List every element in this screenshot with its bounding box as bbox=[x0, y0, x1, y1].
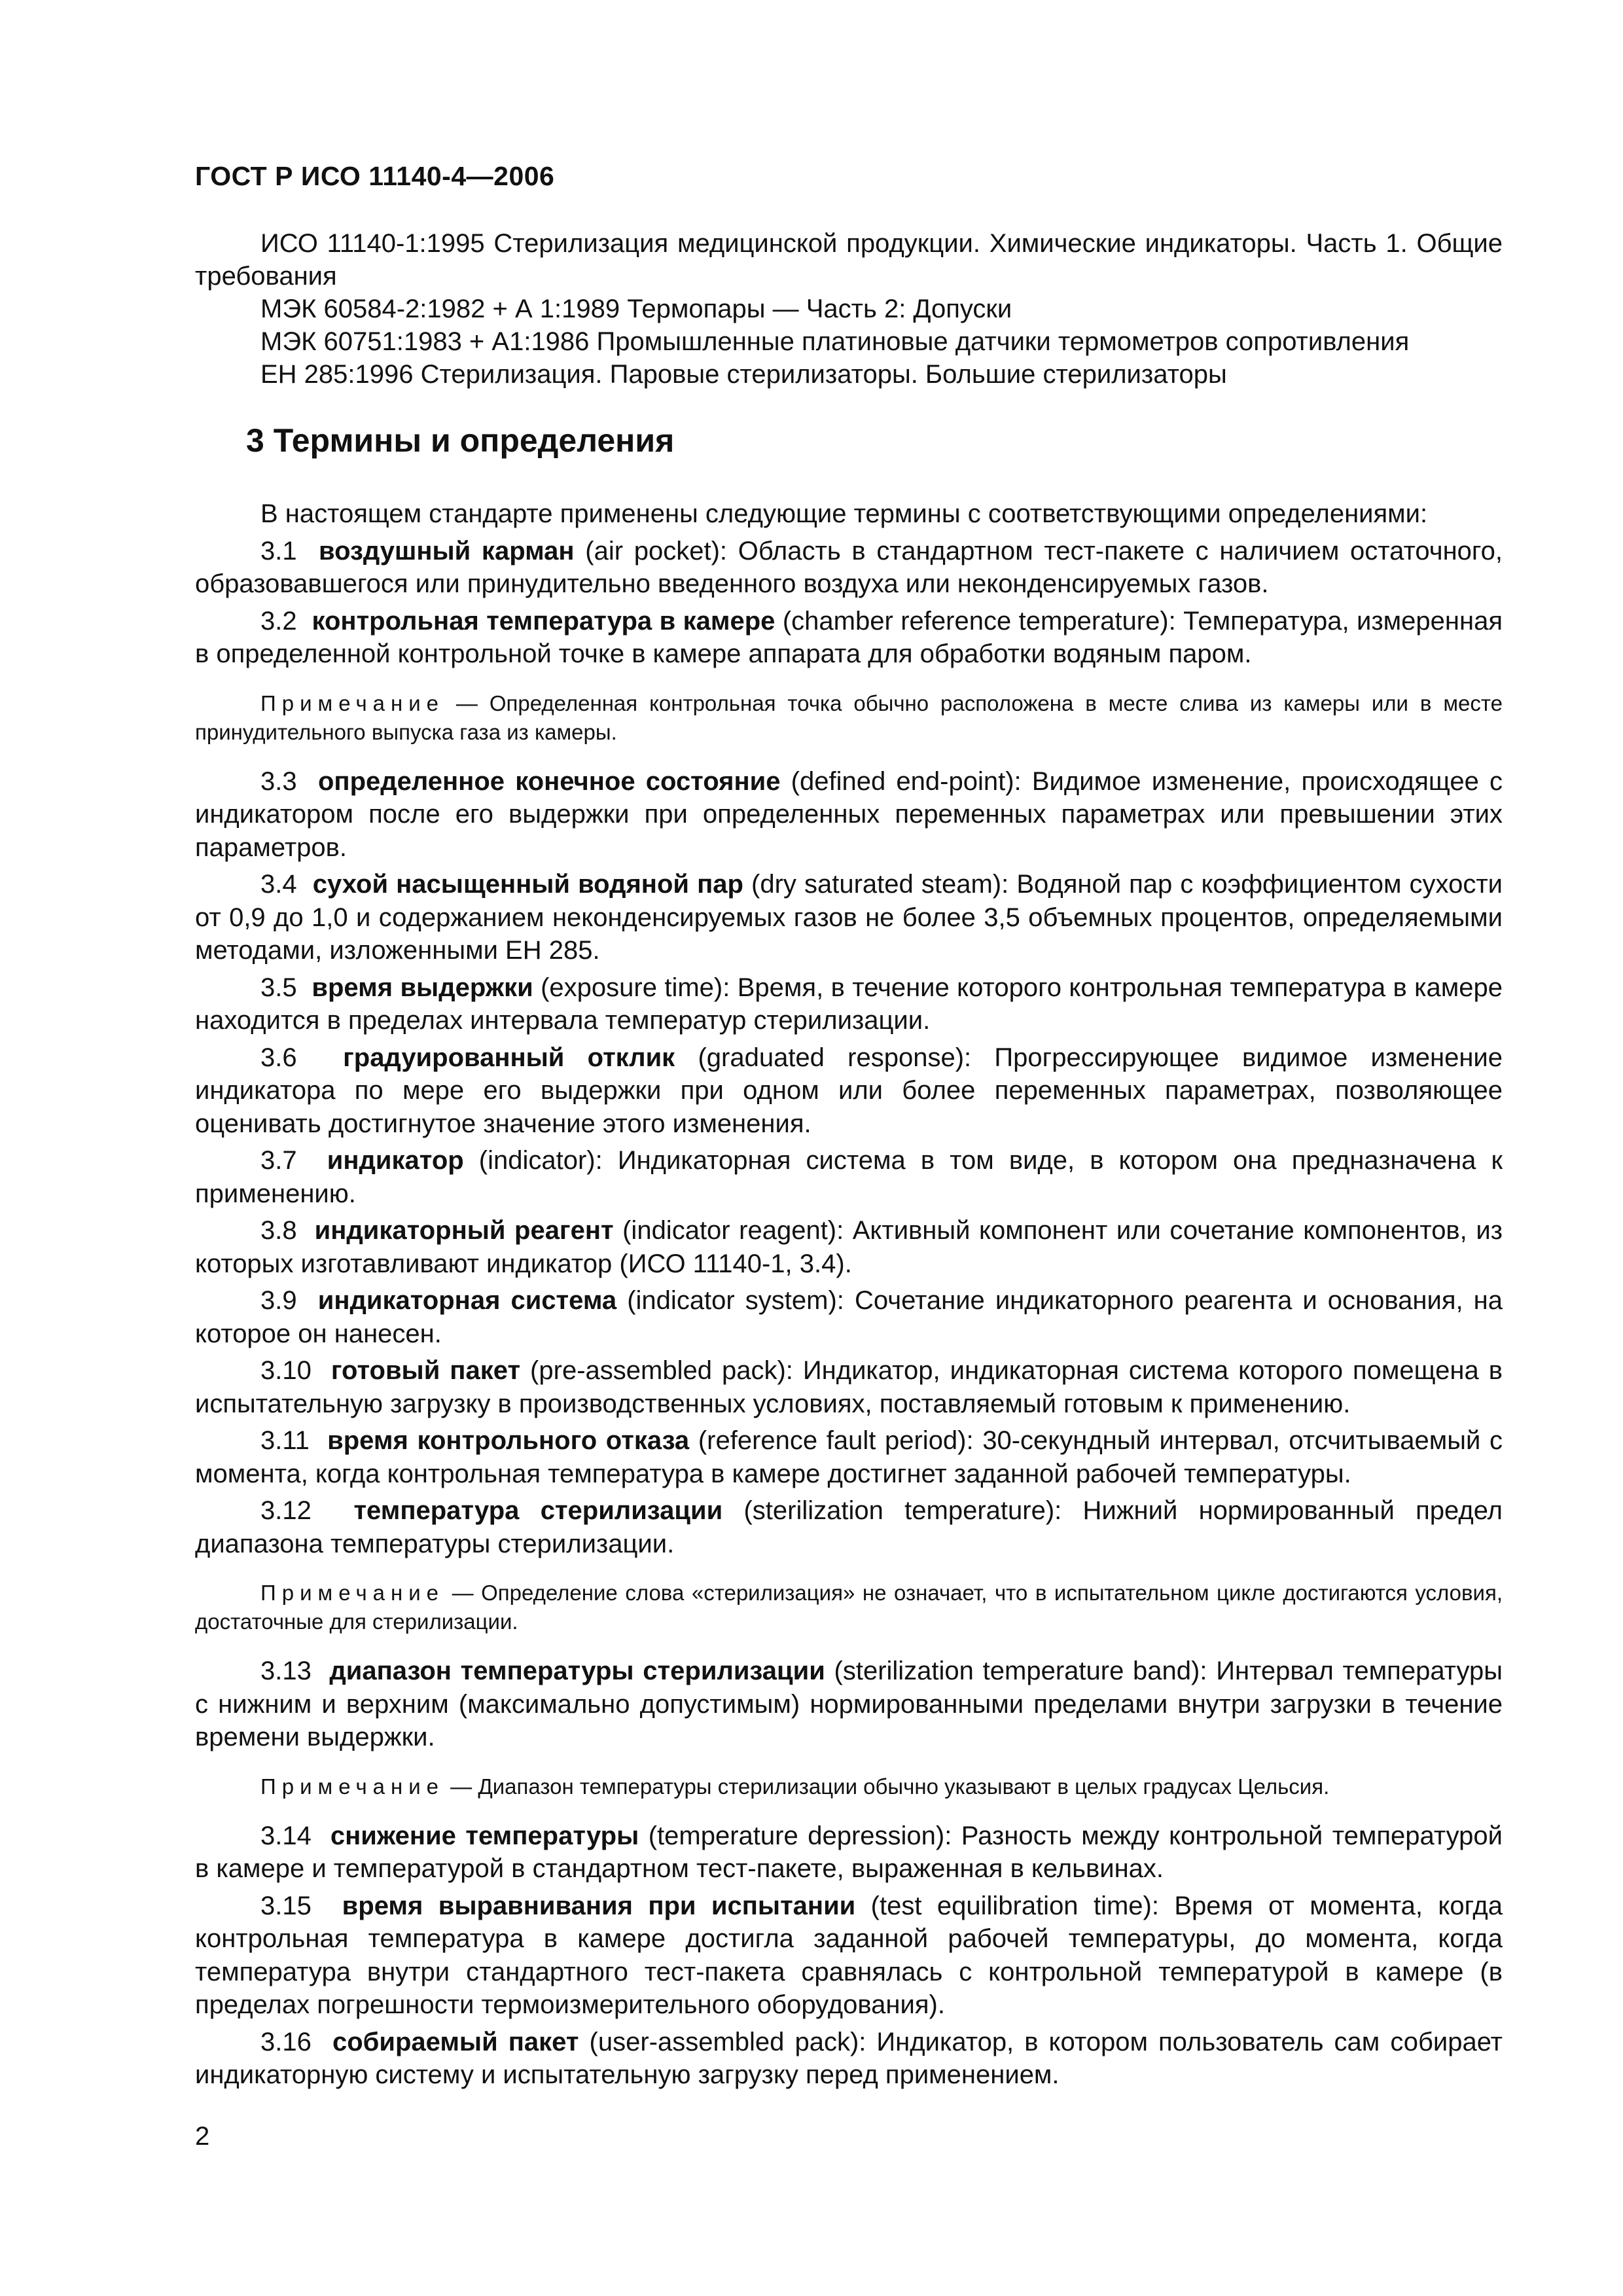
term-paragraph bbox=[195, 2026, 1503, 2092]
term-number: 3.15 bbox=[260, 1891, 312, 1920]
term-paragraph bbox=[195, 1214, 1503, 1280]
term-paragraph bbox=[195, 1284, 1503, 1350]
term-name: индикаторная система bbox=[317, 1286, 617, 1315]
note bbox=[195, 1772, 1503, 1801]
term-number: 3.1 bbox=[260, 536, 297, 565]
term-definition: (indicator reagent): Активный компонент или сочетание компонентов, из которых изготавливают индикатор (ИСО 11140-1, 3.4). bbox=[195, 1216, 1503, 1278]
term-name: градуированный отклик bbox=[343, 1043, 675, 1072]
term-definition: (test equilibration time): Время от момента, когда контрольная температура в камере достигла заданной рабочей температуры, до момента, когда температура внутри стандартного тест-пакета сравнялась с контрольной температурой в камере (в пределах погрешности термоизмерительного оборудования). bbox=[195, 1891, 1503, 2019]
term-definition: (chamber reference temperature): Температура, измеренная в определенной контрольной точке в камере аппарата для обработки водяным паром. bbox=[195, 606, 1503, 668]
term-name: время контрольного отказа bbox=[327, 1426, 690, 1455]
note-label: Примечание bbox=[260, 1581, 445, 1605]
term-name: определенное конечное состояние bbox=[317, 766, 781, 796]
term-definition: (air pocket): Область в стандартном тест-пакете с наличием остаточного, образовавшегося или принудительно введенного воздуха или неконденсируемых газов. bbox=[195, 536, 1503, 598]
normative-references bbox=[195, 227, 1503, 391]
note-text: — Диапазон температуры стерилизации обычно указывают в целых градусах Цельсия. bbox=[444, 1774, 1330, 1799]
term-paragraph bbox=[195, 1424, 1503, 1490]
intro-paragraph: В настоящем стандарте применены следующие термины с соответствующими определениями: bbox=[260, 499, 1428, 528]
term-definition: (indicator system): Сочетание индикаторного реагента и основания, на которое он нанесен. bbox=[195, 1286, 1503, 1348]
note bbox=[195, 689, 1503, 747]
term-number: 3.14 bbox=[260, 1821, 312, 1850]
term-definition: (pre-assembled pack): Индикатор, индикаторная система которого помещена в испытательную загрузку в производственных условиях, поставляемый готовым к применению. bbox=[195, 1356, 1503, 1418]
term-name: собираемый пакет bbox=[332, 2027, 579, 2056]
term-paragraph bbox=[195, 535, 1503, 601]
term-paragraph bbox=[195, 605, 1503, 671]
term-definition: (user-assembled pack): Индикатор, в котором пользователь сам собирает индикаторную систему и испытательную загрузку перед применением. bbox=[195, 2027, 1503, 2089]
section-title: 3 Термины и определения bbox=[246, 422, 675, 459]
term-name: снижение температуры bbox=[330, 1821, 639, 1850]
term-definition: (sterilization temperature): Нижний нормированный предел диапазона температуры стерилизации. bbox=[195, 1496, 1503, 1558]
term-number: 3.6 bbox=[260, 1043, 297, 1072]
note-text: — Определенная контрольная точка обычно расположена в месте слива из камеры или в месте принудительного выпуска газа из камеры. bbox=[195, 691, 1503, 744]
term-definition: (reference fault period): 30-секундный интервал, отсчитываемый с момента, когда контрольная температура в камере достигнет заданной рабочей температуры. bbox=[195, 1426, 1503, 1488]
term-number: 3.5 bbox=[260, 973, 297, 1002]
term-number: 3.13 bbox=[260, 1657, 312, 1685]
term-name: сухой насыщенный водяной пар bbox=[312, 870, 743, 899]
term-name: время выдержки bbox=[312, 973, 533, 1002]
term-definition: (defined end-point): Видимое изменение, происходящее с индикатором после его выдержки при определенных переменных параметрах или превышении этих параметров. bbox=[195, 766, 1503, 862]
term-paragraph bbox=[195, 1890, 1503, 2022]
note-label: Примечание bbox=[260, 1774, 445, 1799]
term-name: контрольная температура в камере bbox=[312, 606, 776, 636]
term-name: индикаторный реагент bbox=[314, 1216, 614, 1245]
term-paragraph bbox=[195, 1655, 1503, 1754]
reference-item: ИСО 11140-1:1995 Стерилизация медицинской продукции. Химические индикаторы. Часть 1. Общие требования bbox=[195, 229, 1503, 291]
term-definition: (dry saturated steam): Водяной пар с коэффициентом сухости от 0,9 до 1,0 и содержанием неконденсируемых газов не более 3,5 объемных процентов, определяемыми методами, изложенными ЕН 285. bbox=[195, 870, 1503, 965]
term-number: 3.10 bbox=[260, 1356, 312, 1385]
term-definition: (graduated response): Прогрессирующее видимое изменение индикатора по мере его выдержки при одном или более переменных параметрах, позволяющее оценивать достигнутое значение этого изменения. bbox=[195, 1043, 1503, 1138]
term-number: 3.7 bbox=[260, 1146, 297, 1175]
term-paragraph bbox=[195, 1144, 1503, 1210]
term-name: диапазон температуры стерилизации bbox=[329, 1657, 825, 1685]
term-number: 3.9 bbox=[260, 1286, 297, 1315]
term-definition: (indicator): Индикаторная система в том виде, в котором она предназначена к применению. bbox=[195, 1146, 1503, 1208]
reference-item: МЭК 60584-2:1982 + А 1:1989 Термопары — Часть 2: Допуски bbox=[260, 295, 1012, 323]
term-paragraph bbox=[195, 1820, 1503, 1886]
term-name: время выравнивания при испытании bbox=[342, 1891, 856, 1920]
document-header: ГОСТ Р ИСО 11140-4—2006 bbox=[195, 161, 555, 191]
note bbox=[195, 1579, 1503, 1636]
term-definition: (temperature depression): Разность между контрольной температурой в камере и температурой в стандартном тест-пакете, выраженная в кельвинах. bbox=[195, 1821, 1503, 1883]
term-paragraph bbox=[195, 868, 1503, 967]
page-number: 2 bbox=[195, 2122, 210, 2151]
term-name: температура стерилизации bbox=[353, 1496, 723, 1525]
term-name: воздушный карман bbox=[319, 536, 575, 565]
term-number: 3.4 bbox=[260, 870, 297, 899]
term-paragraph bbox=[195, 765, 1503, 865]
term-number: 3.2 bbox=[260, 606, 297, 636]
term-definition: (exposure time): Время, в течение которого контрольная температура в камере находится в пределах интервала температур стерилизации. bbox=[195, 973, 1503, 1035]
reference-item: МЭК 60751:1983 + А1:1986 Промышленные платиновые датчики термометров сопротивления bbox=[260, 327, 1410, 356]
term-name: индикатор bbox=[327, 1146, 464, 1175]
term-number: 3.3 bbox=[260, 766, 297, 796]
term-paragraph bbox=[195, 1494, 1503, 1560]
note-label: Примечание bbox=[260, 691, 445, 715]
term-number: 3.16 bbox=[260, 2027, 312, 2056]
reference-item: ЕН 285:1996 Стерилизация. Паровые стерилизаторы. Большие стерилизаторы bbox=[260, 360, 1227, 389]
term-paragraph bbox=[195, 1354, 1503, 1420]
term-number: 3.12 bbox=[260, 1496, 312, 1525]
term-number: 3.8 bbox=[260, 1216, 297, 1245]
term-definition: (sterilization temperature band): Интервал температуры с нижним и верхним (максимально допустимым) нормированными пределами внутри загрузки в течение времени выдержки. bbox=[195, 1657, 1503, 1751]
term-paragraph bbox=[195, 1041, 1503, 1141]
term-number: 3.11 bbox=[260, 1426, 310, 1455]
term-name: готовый пакет bbox=[330, 1356, 521, 1385]
term-paragraph bbox=[195, 971, 1503, 1037]
note-text: — Определение слова «стерилизация» не означает, что в испытательном цикле достигаются условия, достаточные для стерилизации. bbox=[195, 1581, 1503, 1634]
terms-body bbox=[195, 497, 1503, 2096]
